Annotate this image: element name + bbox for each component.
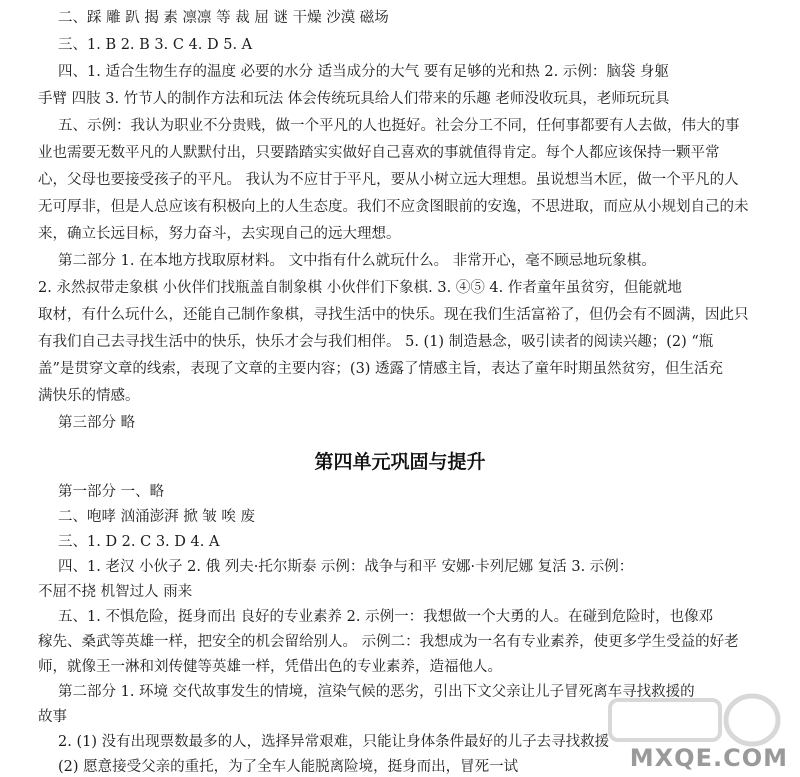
answer-line: 无可厚非，但是人总应该有积极向上的人生态度。我们不应贪图眼前的安逸，不思进取，而应从小规划自己的未 bbox=[38, 199, 749, 215]
answer-line: 第二部分 1. 在本地方找取原材料。 文中指有什么就玩什么。 非常开心，毫不顾忌地玩象棋。 bbox=[58, 253, 656, 269]
answer-line: 2. 永然叔带走象棋 小伙伴们找瓶盖自制象棋 小伙伴们下象棋. 3. ④⑤ 4. 作者童年虽贫穷，但能就地 bbox=[38, 280, 682, 296]
answer-line: 满快乐的情感。 bbox=[38, 388, 140, 404]
answer-line: 四、1. 适合生物生存的温度 必要的水分 适当成分的大气 要有足够的光和热 2. 示例：脑袋 身躯 bbox=[58, 64, 669, 80]
answer-line: 心，父母也要接受孩子的平凡。 我认为不应甘于平凡，要从小树立远大理想。虽说想当木匠，做一个平凡的人 bbox=[38, 172, 739, 188]
answer-line: 2. (1) 没有出现票数最多的人，选择异常艰难，只能让身体条件最好的儿子去寻找救援 bbox=[58, 734, 610, 750]
answer-line: 五、示例：我认为职业不分贵贱，做一个平凡的人也挺好。社会分工不同，任何事都要有人去做，伟大的事 bbox=[58, 118, 740, 134]
answer-line: (2) 愿意接受父亲的重托，为了全车人能脱离险境，挺身而出，冒死一试 bbox=[58, 759, 519, 775]
answer-line: 来，确立长远目标，努力奋斗，去实现自己的远大理想。 bbox=[38, 226, 401, 242]
answer-line: 有我们自己去寻找生活中的快乐，快乐才会与我们相伴。 5. (1) 制造悬念，吸引读者的阅读兴趣；(2) “瓶 bbox=[38, 334, 714, 350]
watermark-text: MXQE.COM bbox=[629, 744, 788, 772]
answer-line: 四、1. 老汉 小伙子 2. 俄 列夫·托尔斯泰 示例：战争与和平 安娜·卡列尼娜 复活 3. 示例： bbox=[58, 559, 634, 575]
answer-line: 二、咆哮 汹涌澎湃 掀 皱 唉 废 bbox=[58, 509, 256, 525]
answer-line: 师，就像王一淋和刘传健等英雄一样，凭借出色的专业素养，造福他人。 bbox=[38, 659, 502, 675]
answer-line: 三、1. D 2. C 3. D 4. A bbox=[58, 534, 220, 550]
answer-line: 二、踩 雕 趴 揭 素 凛凛 等 裁 屈 谜 干燥 沙漠 磁场 bbox=[58, 10, 389, 26]
answer-line: 第一部分 一、略 bbox=[58, 484, 165, 500]
answer-line: 三、1. B 2. B 3. C 4. D 5. A bbox=[58, 37, 253, 53]
answer-line: 故事 bbox=[38, 709, 67, 725]
answer-line: 不屈不挠 机智过人 雨来 bbox=[38, 584, 193, 600]
section-title: 第四单元巩固与提升 bbox=[314, 451, 486, 473]
answer-line: 盖”是贯穿文章的线索，表现了文章的主要内容；(3) 透露了情感主旨，表达了童年时期虽然贫穷，但生活充 bbox=[38, 361, 724, 377]
answer-line: 第三部分 略 bbox=[58, 415, 136, 431]
answer-line: 手臂 四肢 3. 竹节人的制作方法和玩法 体会传统玩具给人们带来的乐趣 老师没收玩具，老师玩玩具 bbox=[38, 91, 670, 107]
answer-line: 五、1. 不惧危险，挺身而出 良好的专业素养 2. 示例一：我想做一个大勇的人。在碰到危险时，也像邓 bbox=[58, 609, 714, 625]
answer-line: 第二部分 1. 环境 交代故事发生的情境，渲染气候的恶劣，引出下文父亲让儿子冒死离车寻找救援的 bbox=[58, 684, 695, 700]
answer-line: 稼先、桑武等英雄一样，把安全的机会留给别人。 示例二：我想成为一名有专业素养，使更多学生受益的好老 bbox=[38, 634, 739, 650]
answer-line: 取材，有什么玩什么，还能自己制作象棋，寻找生活中的快乐。现在我们生活富裕了，但仍会有不圆满，因此只 bbox=[38, 307, 749, 323]
answer-line: 业也需要无数平凡的人默默付出，只要踏踏实实做好自己喜欢的事就值得肯定。每个人都应该保持一颗平常 bbox=[38, 145, 720, 161]
